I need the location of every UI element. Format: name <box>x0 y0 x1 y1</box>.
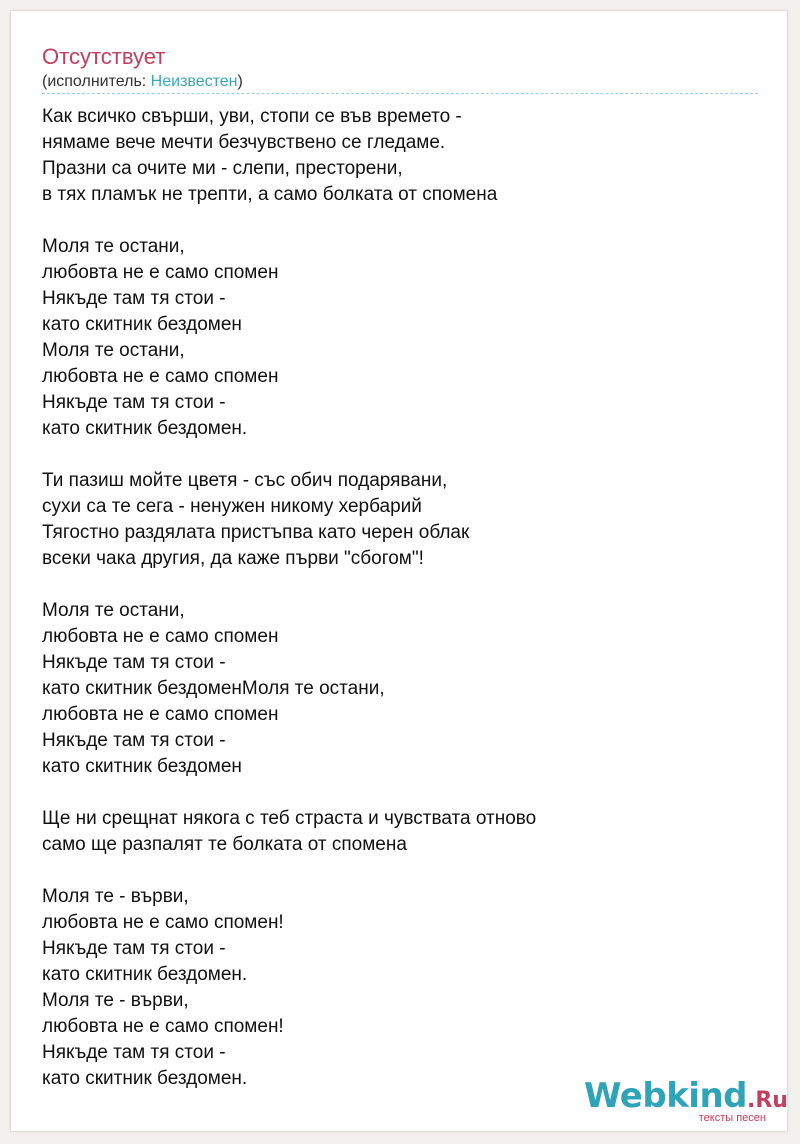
logo-brand: Webkind <box>584 1076 747 1116</box>
site-logo[interactable] <box>584 1076 788 1124</box>
logo-tagline: тексты песен <box>698 1112 766 1124</box>
title-divider <box>42 93 758 94</box>
artist-line <box>42 72 243 92</box>
lyrics-text: Как всичко свърши, уви, стопи се във времето - нямаме вече мечти безчувствено се гледаме. Празни са очите ми - слепи, престорени, в тях пламък не трепти, а само болката от спомена Моля те остани, любовта не е само спомен Някъде там тя стои - като скитник бездомен Моля те остани, любовта не е само спомен Някъде там тя стои - като скитник бездомен. Ти пазиш мойте цветя - със обич подарявани, сухи са те сега - ненужен никому хербарий Тягостно раздялата пристъпва като черен облак всеки чака другия, да каже първи "сбогом"! Моля те остани, любовта не е само спомен Някъде там тя стои - като скитник бездоменМоля те остани, любовта не е само спомен Някъде там тя стои - като скитник бездомен Ще ни срещнат някога с теб страста и чувствата отново само ще разпалят те болката от спомена Моля те - върви, любовта не е само спомен! Някъде там тя стои - като скитник бездомен. Моля те - върви, любовта не е само спомен! Някъде там тя стои - като скитник бездомен. <box>42 106 537 1089</box>
artist-suffix: ) <box>237 73 243 90</box>
song-title: Отсутствует <box>42 44 166 69</box>
artist-prefix: (исполнитель: <box>42 73 151 90</box>
logo-tld: .Ru <box>747 1088 788 1113</box>
artist-link[interactable]: Неизвестен <box>150 73 238 90</box>
